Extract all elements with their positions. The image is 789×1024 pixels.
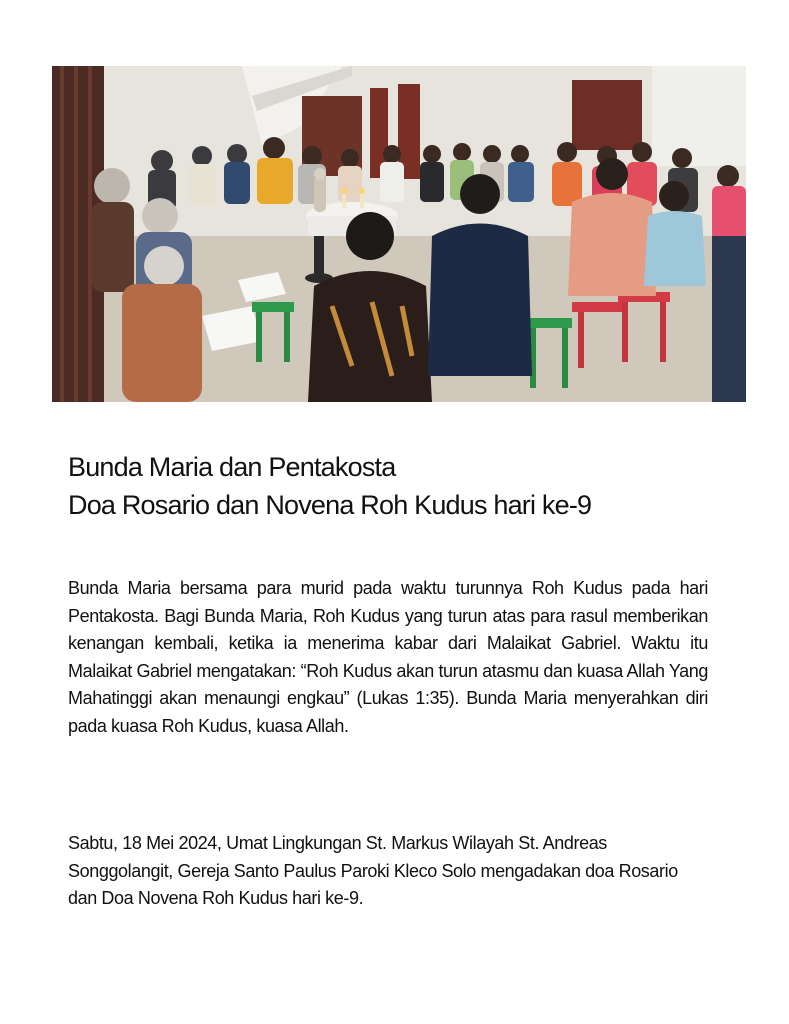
article-title-line-2: Doa Rosario dan Novena Roh Kudus hari ke-9 [68,490,592,520]
article-paragraph-2: Sabtu, 18 Mei 2024, Umat Lingkungan St. Markus Wilayah St. Andreas Songgolangit, Gereja Santo Paulus Paroki Kleco Solo mengadakan doa Rosario dan Doa Novena Roh Kudus hari ke-9. [68,833,678,909]
article-title [68,448,748,524]
article-paragraph-1: Bunda Maria bersama para murid pada waktu turunnya Roh Kudus pada hari Pentakosta. Bagi Bunda Maria, Roh Kudus yang turun atas para rasul memberikan kenangan kembali, ketika ia menerima kabar dari Malaikat Gabriel. Waktu itu Malaikat Gabriel mengatakan: “Roh Kudus akan turun atasmu dan kuasa Allah Yang Mahatinggi akan menaungi engkau” (Lukas 1:35). Bunda Maria menyerahkan diri pada kuasa Roh Kudus, kuasa Allah. [68,578,708,736]
article-title-line-1: Bunda Maria dan Pentakosta [68,452,396,482]
prayer-gathering-photo [52,66,746,402]
